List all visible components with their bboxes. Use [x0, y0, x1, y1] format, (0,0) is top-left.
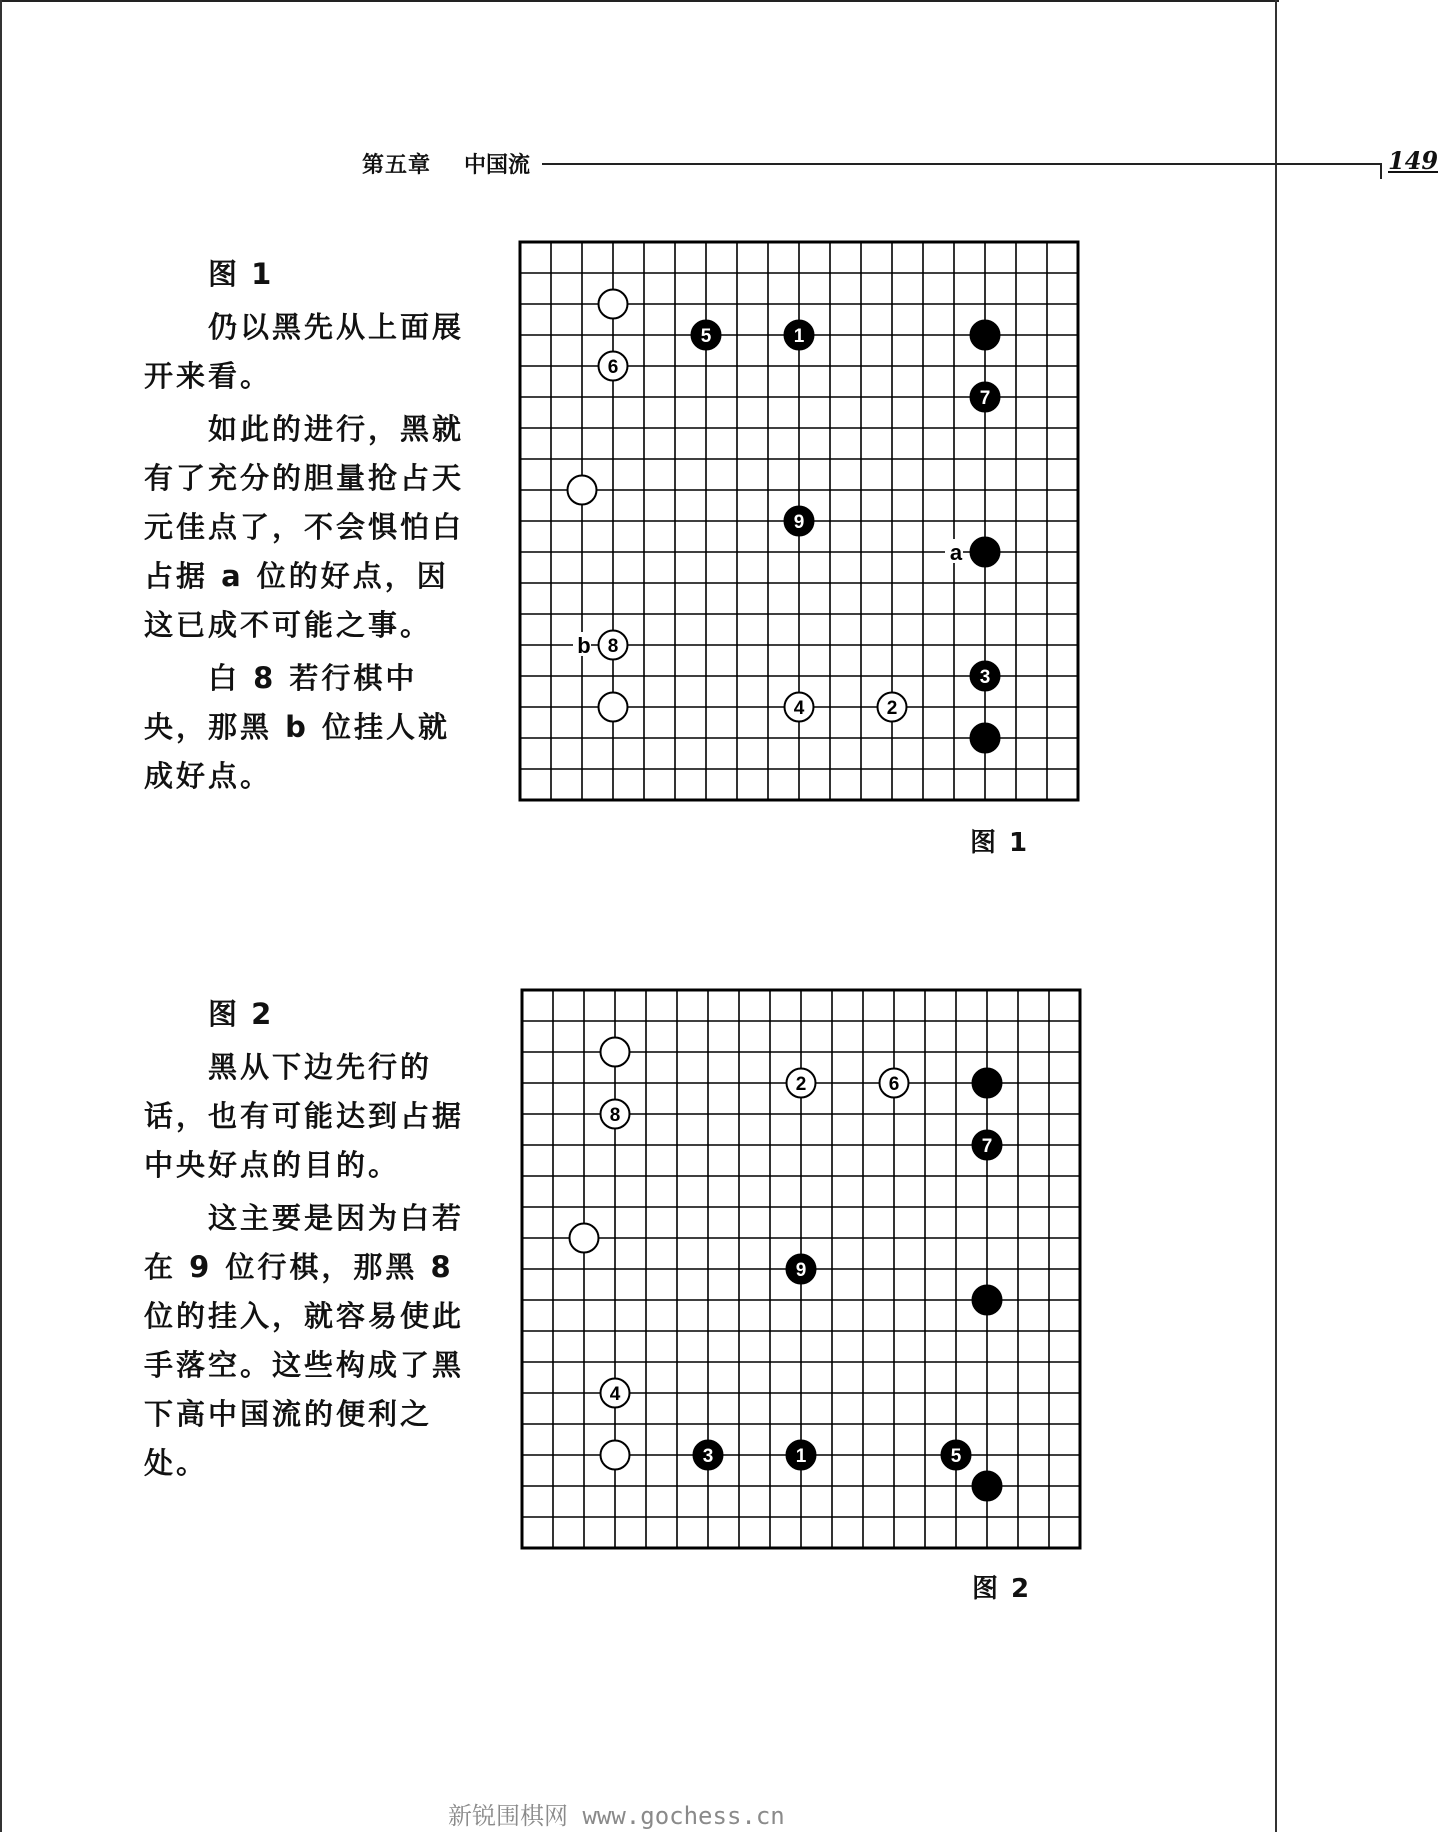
running-header [362, 146, 1438, 180]
stone-move-number: 9 [793, 512, 805, 533]
figure2-paragraph-2: 这主要是因为白若在 9 位行棋，那黑 8 位的挂入，就容易使此手落空。这些构成了黑下高中国流的便利之处。 [144, 1201, 465, 1480]
page-border-left [0, 0, 2, 1832]
black-stone [971, 724, 1000, 753]
board-point-label: a [949, 540, 963, 565]
stone-move-number: 8 [609, 1105, 621, 1126]
white-stone [599, 352, 628, 381]
page-border-top [0, 0, 1279, 2]
board1-svg [520, 242, 1082, 804]
stone-move-number: 4 [793, 698, 805, 719]
chapter-title: 中国流 [464, 153, 531, 178]
go-board-figure1 [520, 242, 1082, 804]
black-stone [971, 383, 1000, 412]
stone-move-number: 3 [979, 667, 991, 688]
stone-move-number: 6 [607, 357, 619, 378]
white-stone [568, 476, 597, 505]
white-stone [599, 631, 628, 660]
stone-move-number: 1 [793, 326, 805, 347]
stone-move-number: 5 [950, 1446, 962, 1467]
go-board-figure2 [522, 990, 1084, 1552]
black-stone [785, 321, 814, 350]
page-border-right [1275, 0, 1277, 1832]
figure2-caption: 图 2 [972, 1574, 1032, 1604]
stone-move-number: 2 [886, 698, 898, 719]
white-stone [599, 693, 628, 722]
stone-move-number: 6 [888, 1074, 900, 1095]
board2-svg [522, 990, 1084, 1552]
black-stone [942, 1441, 971, 1470]
white-stone [601, 1100, 630, 1129]
white-stone [787, 1069, 816, 1098]
white-stone [878, 693, 907, 722]
header-rule-end [1380, 163, 1382, 179]
page-number: 149 [1388, 146, 1438, 175]
figure1-paragraph-3: 白 8 若行棋中央，那黑 b 位挂人就成好点。 [144, 661, 450, 793]
figure1-caption: 图 1 [970, 828, 1030, 858]
stone-move-number: 9 [795, 1260, 807, 1281]
figure2-paragraph-1: 黑从下边先行的话，也有可能达到占据中央好点的目的。 [144, 1050, 465, 1182]
board-point-label: b [577, 633, 591, 658]
black-stone [971, 321, 1000, 350]
stone-move-number: 7 [979, 388, 991, 409]
black-stone [692, 321, 721, 350]
figure1-heading: 图 1 [208, 257, 274, 291]
stone-move-number: 4 [609, 1384, 621, 1405]
black-stone [973, 1131, 1002, 1160]
white-stone [601, 1441, 630, 1470]
white-stone [570, 1224, 599, 1253]
figure1-text [144, 250, 464, 805]
stone-move-number: 8 [607, 636, 619, 657]
white-stone [880, 1069, 909, 1098]
white-stone [601, 1379, 630, 1408]
black-stone [785, 507, 814, 536]
black-stone [973, 1286, 1002, 1315]
chapter-label: 第五章 [362, 153, 432, 178]
stone-move-number: 5 [700, 326, 712, 347]
stone-move-number: 1 [795, 1446, 807, 1467]
black-stone [971, 662, 1000, 691]
white-stone [599, 290, 628, 319]
header-rule [542, 163, 1382, 165]
figure1-paragraph-1: 仍以黑先从上面展开来看。 [144, 310, 465, 393]
stone-move-number: 7 [981, 1136, 993, 1157]
black-stone [971, 538, 1000, 567]
black-stone [787, 1441, 816, 1470]
black-stone [787, 1255, 816, 1284]
watermark: 新锐围棋网 www.gochess.cn [448, 1802, 785, 1830]
black-stone [973, 1472, 1002, 1501]
black-stone [973, 1069, 1002, 1098]
white-stone [601, 1038, 630, 1067]
white-stone [785, 693, 814, 722]
black-stone [694, 1441, 723, 1470]
figure2-heading: 图 2 [208, 997, 274, 1031]
stone-move-number: 2 [795, 1074, 807, 1095]
figure1-paragraph-2: 如此的进行，黑就有了充分的胆量抢占天元佳点了，不会惧怕白占据 a 位的好点，因这已成不可能之事。 [144, 412, 465, 642]
stone-move-number: 3 [702, 1446, 714, 1467]
figure2-text [144, 990, 464, 1492]
